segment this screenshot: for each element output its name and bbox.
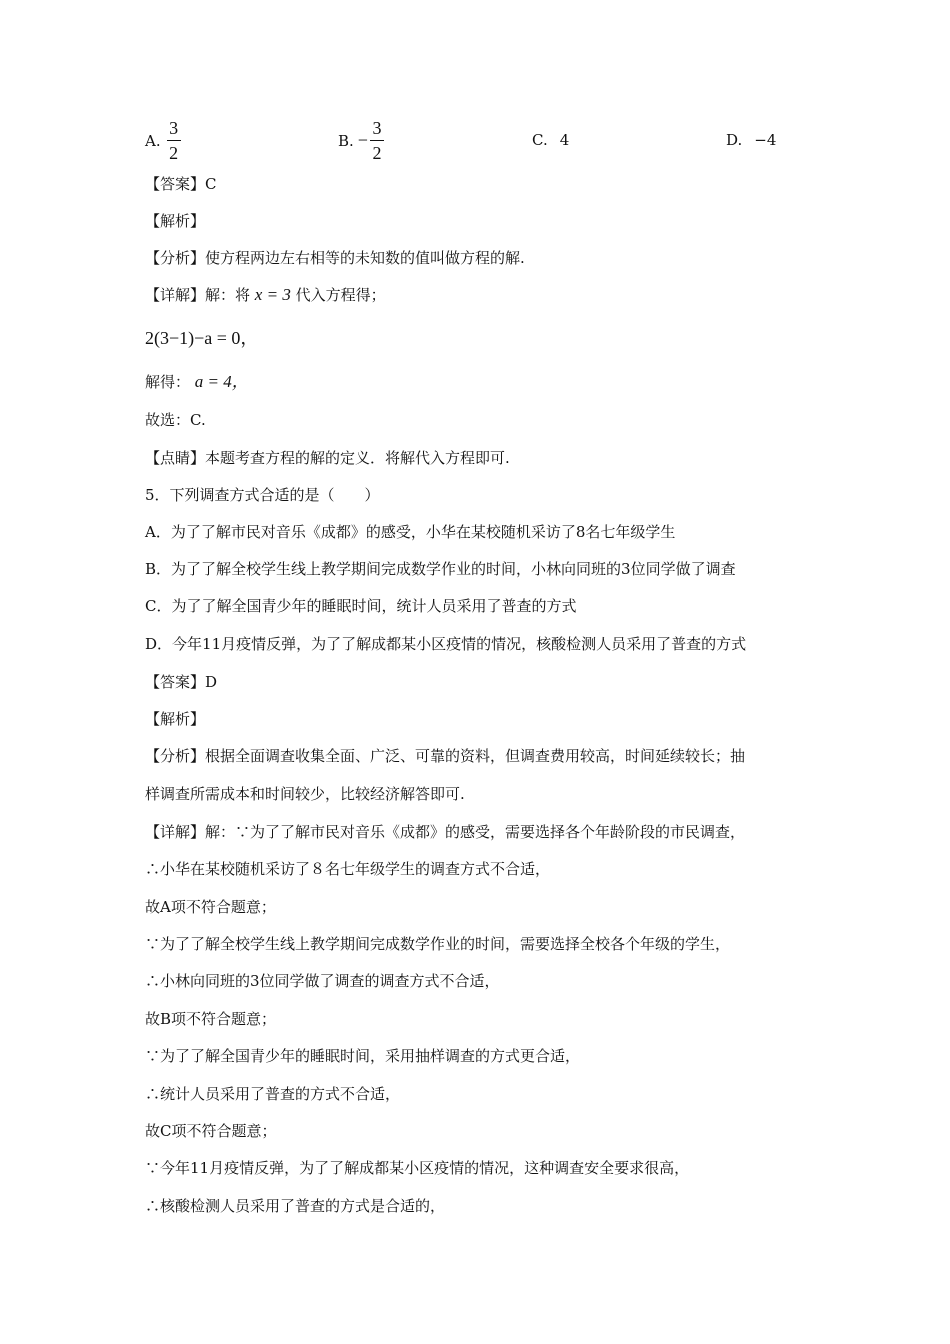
option-b-numerator: 3 [372, 118, 382, 138]
option-a-fraction [167, 118, 181, 163]
q5-detail-line: ∴统计人员采用了普查的方式不合适， [145, 1085, 401, 1103]
q5-detail-line: ∴小林向同班的3位同学做了调查的调查方式不合适， [145, 972, 500, 990]
option-c-label: C. [532, 131, 548, 149]
q5-analysis-heading: 【解析】 [145, 710, 206, 728]
q5-detail-line: ∵为了了解全国青少年的睡眠时间，采用抽样调查的方式更合适， [145, 1047, 581, 1065]
fraction-bar [167, 140, 181, 141]
option-d-value: −4 [754, 131, 777, 149]
option-b-sign: − [357, 130, 368, 150]
q4-choice: 故选：C. [145, 411, 206, 429]
q4-comment: 【点睛】本题考查方程的解的定义．将解代入方程即可. [145, 449, 510, 467]
option-a-label: A. [145, 131, 161, 150]
option-a-denominator: 2 [169, 143, 179, 163]
q5-stem: 5．下列调查方式合适的是（ ） [145, 486, 380, 504]
q5-detail-line: 故B项不符合题意； [145, 1010, 277, 1028]
q4-analysis: 【分析】使方程两边左右相等的未知数的值叫做方程的解. [145, 249, 525, 267]
q5-detail-line: 【详解】解：∵为了了解市民对音乐《成都》的感受，需要选择各个年龄阶段的市民调查， [145, 823, 746, 841]
q4-solve-math: a = 4， [194, 372, 249, 391]
option-a [145, 118, 181, 163]
q5-option-b: B．为了了解全校学生线上教学期间完成数学作业的时间，小林向同班的3位同学做了调查 [145, 560, 736, 578]
option-a-numerator: 3 [169, 118, 179, 138]
q5-option-a: A．为了了解市民对音乐《成都》的感受，小华在某校随机采访了8名七年级学生 [145, 523, 676, 541]
q5-detail-line: ∴核酸检测人员采用了普查的方式是合适的， [145, 1197, 446, 1215]
option-d [726, 131, 776, 149]
fraction-bar [370, 140, 384, 141]
q4-detail-math: x = 3 [254, 285, 291, 304]
option-b-denominator: 2 [372, 143, 382, 163]
q4-detail [145, 285, 386, 305]
q4-detail-suffix: 代入方程得； [295, 286, 386, 304]
q5-detail-line: ∵今年11月疫情反弹，为了了解成都某小区疫情的情况，这种调查安全要求很高， [145, 1159, 690, 1177]
option-c [532, 131, 569, 149]
q4-solve-prefix: 解得： [145, 373, 191, 391]
q4-detail-prefix: 【详解】解：将 [145, 286, 251, 304]
option-c-value: 4 [559, 131, 570, 149]
q5-detail-line: ∴小华在某校随机采访了８名七年级学生的调查方式不合适， [145, 860, 551, 878]
q4-analysis-heading: 【解析】 [145, 212, 206, 230]
q5-option-c: C．为了了解全国青少年的睡眠时间，统计人员采用了普查的方式 [145, 597, 577, 615]
q5-analysis-line-1: 【分析】根据全面调查收集全面、广泛、可靠的资料，但调查费用较高，时间延续较长；抽 [145, 747, 746, 765]
q4-solve [145, 372, 249, 392]
q5-analysis-line-2: 样调查所需成本和时间较少，比较经济解答即可. [145, 785, 465, 803]
q5-detail-line: 故A项不符合题意； [145, 898, 276, 916]
q5-detail-line: ∵为了了解全校学生线上教学期间完成数学作业的时间，需要选择全校各个年级的学生， [145, 935, 731, 953]
q5-option-d: D．今年11月疫情反弹，为了了解成都某小区疫情的情况，核酸检测人员采用了普查的方式 [145, 635, 747, 653]
option-b-label: B. [338, 131, 354, 150]
q5-answer: 【答案】D [145, 673, 218, 691]
q4-answer: 【答案】C [145, 175, 217, 193]
q5-detail-line: 故C项不符合题意； [145, 1122, 277, 1140]
option-d-label: D. [726, 131, 743, 149]
q4-equation: 2(3−1)−a = 0， [145, 328, 259, 348]
option-b-fraction [370, 118, 384, 163]
option-b [338, 118, 384, 163]
